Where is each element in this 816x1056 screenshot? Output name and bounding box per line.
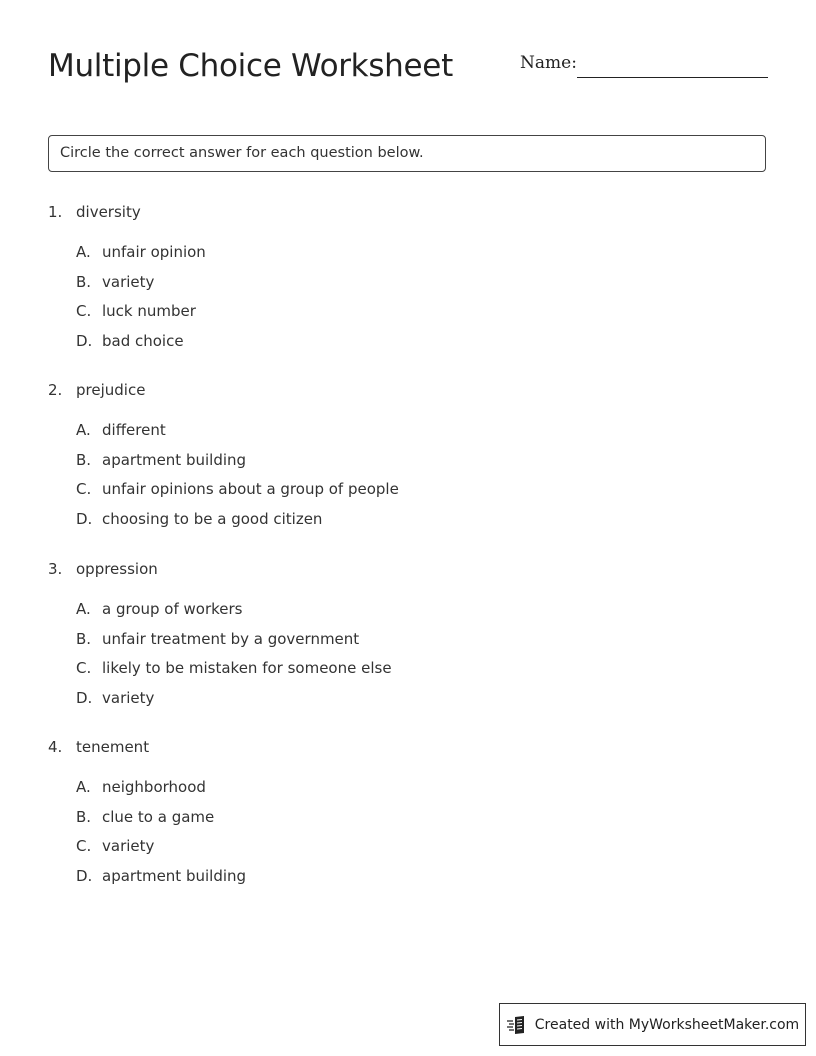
option-letter: C. bbox=[76, 302, 92, 320]
answer-option-c[interactable] bbox=[48, 658, 748, 688]
option-text: apartment building bbox=[102, 450, 247, 469]
answer-option-d[interactable] bbox=[48, 688, 748, 718]
option-letter: D. bbox=[76, 331, 93, 350]
question-prompt bbox=[48, 737, 748, 757]
question-number: 3. bbox=[48, 560, 63, 578]
option-text: unfair treatment by a government bbox=[102, 629, 360, 648]
option-letter: C. bbox=[76, 837, 92, 855]
answer-option-c[interactable] bbox=[48, 836, 748, 866]
answer-option-a[interactable] bbox=[48, 242, 748, 272]
question-term: oppression bbox=[76, 560, 158, 578]
answer-option-a[interactable] bbox=[48, 420, 748, 450]
worksheet-maker-logo-icon bbox=[506, 1015, 528, 1035]
option-text: apartment building bbox=[102, 866, 247, 885]
question-2 bbox=[48, 380, 748, 538]
answer-option-c[interactable] bbox=[48, 479, 748, 509]
question-term: tenement bbox=[76, 738, 150, 756]
page-title: Multiple Choice Worksheet bbox=[48, 48, 453, 84]
option-text: neighborhood bbox=[102, 778, 206, 796]
option-text: likely to be mistaken for someone else bbox=[102, 659, 392, 677]
option-text: luck number bbox=[102, 302, 196, 320]
answer-option-b[interactable] bbox=[48, 272, 748, 302]
question-number: 2. bbox=[48, 381, 63, 399]
question-3 bbox=[48, 559, 748, 717]
footer-text: Created with MyWorksheetMaker.com bbox=[534, 1016, 800, 1033]
option-text: a group of workers bbox=[102, 600, 243, 618]
option-text: bad choice bbox=[102, 331, 184, 350]
answer-option-c[interactable] bbox=[48, 301, 748, 331]
option-text: variety bbox=[102, 688, 155, 707]
question-prompt bbox=[48, 380, 748, 400]
option-letter: D. bbox=[76, 688, 93, 707]
answer-option-a[interactable] bbox=[48, 777, 748, 807]
question-1 bbox=[48, 202, 748, 360]
option-letter: B. bbox=[76, 272, 92, 291]
answer-option-d[interactable] bbox=[48, 866, 748, 896]
question-term: diversity bbox=[76, 203, 141, 221]
option-text: choosing to be a good citizen bbox=[102, 509, 323, 528]
option-text: unfair opinion bbox=[102, 243, 206, 261]
question-prompt bbox=[48, 202, 748, 222]
option-letter: D. bbox=[76, 866, 93, 885]
footer-credit[interactable] bbox=[499, 1003, 806, 1046]
option-text: variety bbox=[102, 272, 155, 291]
name-field-label bbox=[520, 53, 577, 73]
question-4 bbox=[48, 737, 748, 895]
instructions-box: Circle the correct answer for each question below. bbox=[48, 135, 766, 172]
option-letter: A. bbox=[76, 421, 91, 439]
option-letter: B. bbox=[76, 450, 92, 469]
option-text: variety bbox=[102, 837, 155, 855]
answer-option-d[interactable] bbox=[48, 509, 748, 539]
option-letter: D. bbox=[76, 509, 93, 528]
option-text: unfair opinions about a group of people bbox=[102, 480, 399, 498]
answer-option-b[interactable] bbox=[48, 450, 748, 480]
option-text: clue to a game bbox=[102, 807, 215, 826]
answer-option-b[interactable] bbox=[48, 807, 748, 837]
option-text: different bbox=[102, 421, 166, 439]
answer-option-b[interactable] bbox=[48, 629, 748, 659]
name-line[interactable] bbox=[577, 77, 768, 78]
option-letter: C. bbox=[76, 480, 92, 498]
question-number: 4. bbox=[48, 738, 63, 756]
question-number: 1. bbox=[48, 203, 63, 221]
option-letter: C. bbox=[76, 659, 92, 677]
name-label: Name: bbox=[520, 53, 577, 73]
question-term: prejudice bbox=[76, 381, 146, 399]
option-letter: A. bbox=[76, 600, 91, 618]
question-prompt bbox=[48, 559, 748, 579]
answer-option-a[interactable] bbox=[48, 599, 748, 629]
option-letter: A. bbox=[76, 778, 91, 796]
answer-option-d[interactable] bbox=[48, 331, 748, 361]
option-letter: A. bbox=[76, 243, 91, 261]
option-letter: B. bbox=[76, 807, 92, 826]
option-letter: B. bbox=[76, 629, 92, 648]
